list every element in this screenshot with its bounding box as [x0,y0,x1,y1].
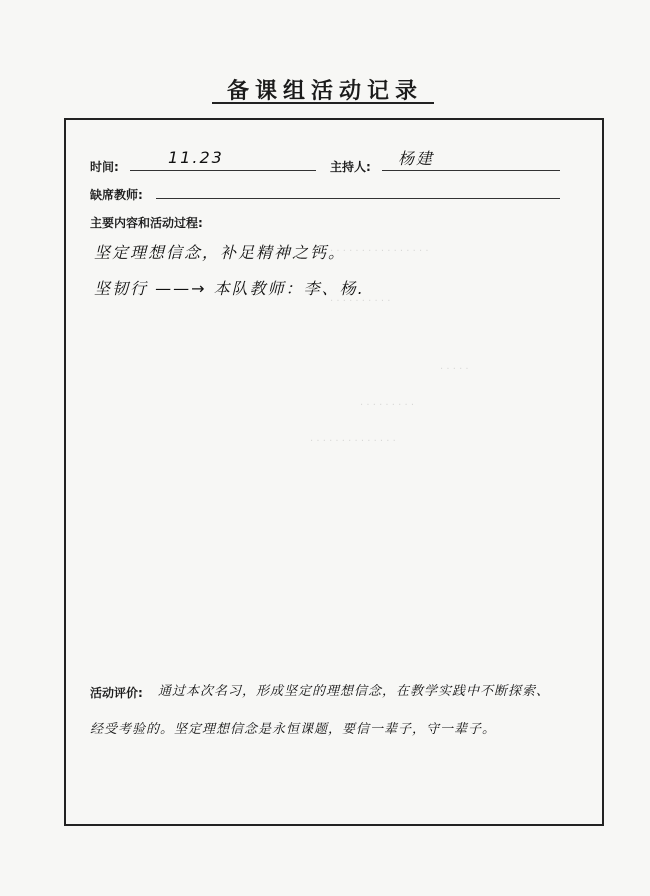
content-line-1: 坚定理想信念，补足精神之钙。 [94,243,347,262]
evaluation-line-1: 通过本次名习，形成坚定的理想信念，在教学实践中不断探索、 [158,684,551,699]
bleed-through-mark: · · · · · · · · · · [330,296,391,307]
time-label: 时间: [90,160,119,174]
title-underline [212,102,434,104]
host-label: 主持人: [330,160,371,174]
main-content-label: 主要内容和活动过程: [90,216,203,230]
host-value: 杨建 [398,149,435,168]
host-field-line [382,170,560,171]
time-value: 11.23 [168,148,224,167]
absent-teachers-label: 缺席教师: [90,188,143,202]
evaluation-line-2: 经受考验的。坚定理想信念是永恒课题，要信一辈子，守一辈子。 [90,722,497,737]
bleed-through-mark: · · · · · [440,364,469,375]
bleed-through-mark: · · · · · · · · · · · · · · · · [330,246,429,257]
time-field-line [130,170,316,171]
bleed-through-mark: · · · · · · · · · · · · · · [310,436,396,447]
evaluation-label: 活动评价: [90,686,143,700]
page-title: 备课组活动记录 [226,78,423,104]
content-line-2: 坚韧行 ——→ 本队教师：李、杨. [94,279,365,298]
absent-teachers-field-line [156,198,560,199]
bleed-through-mark: · · · · · · · · · [360,400,415,411]
